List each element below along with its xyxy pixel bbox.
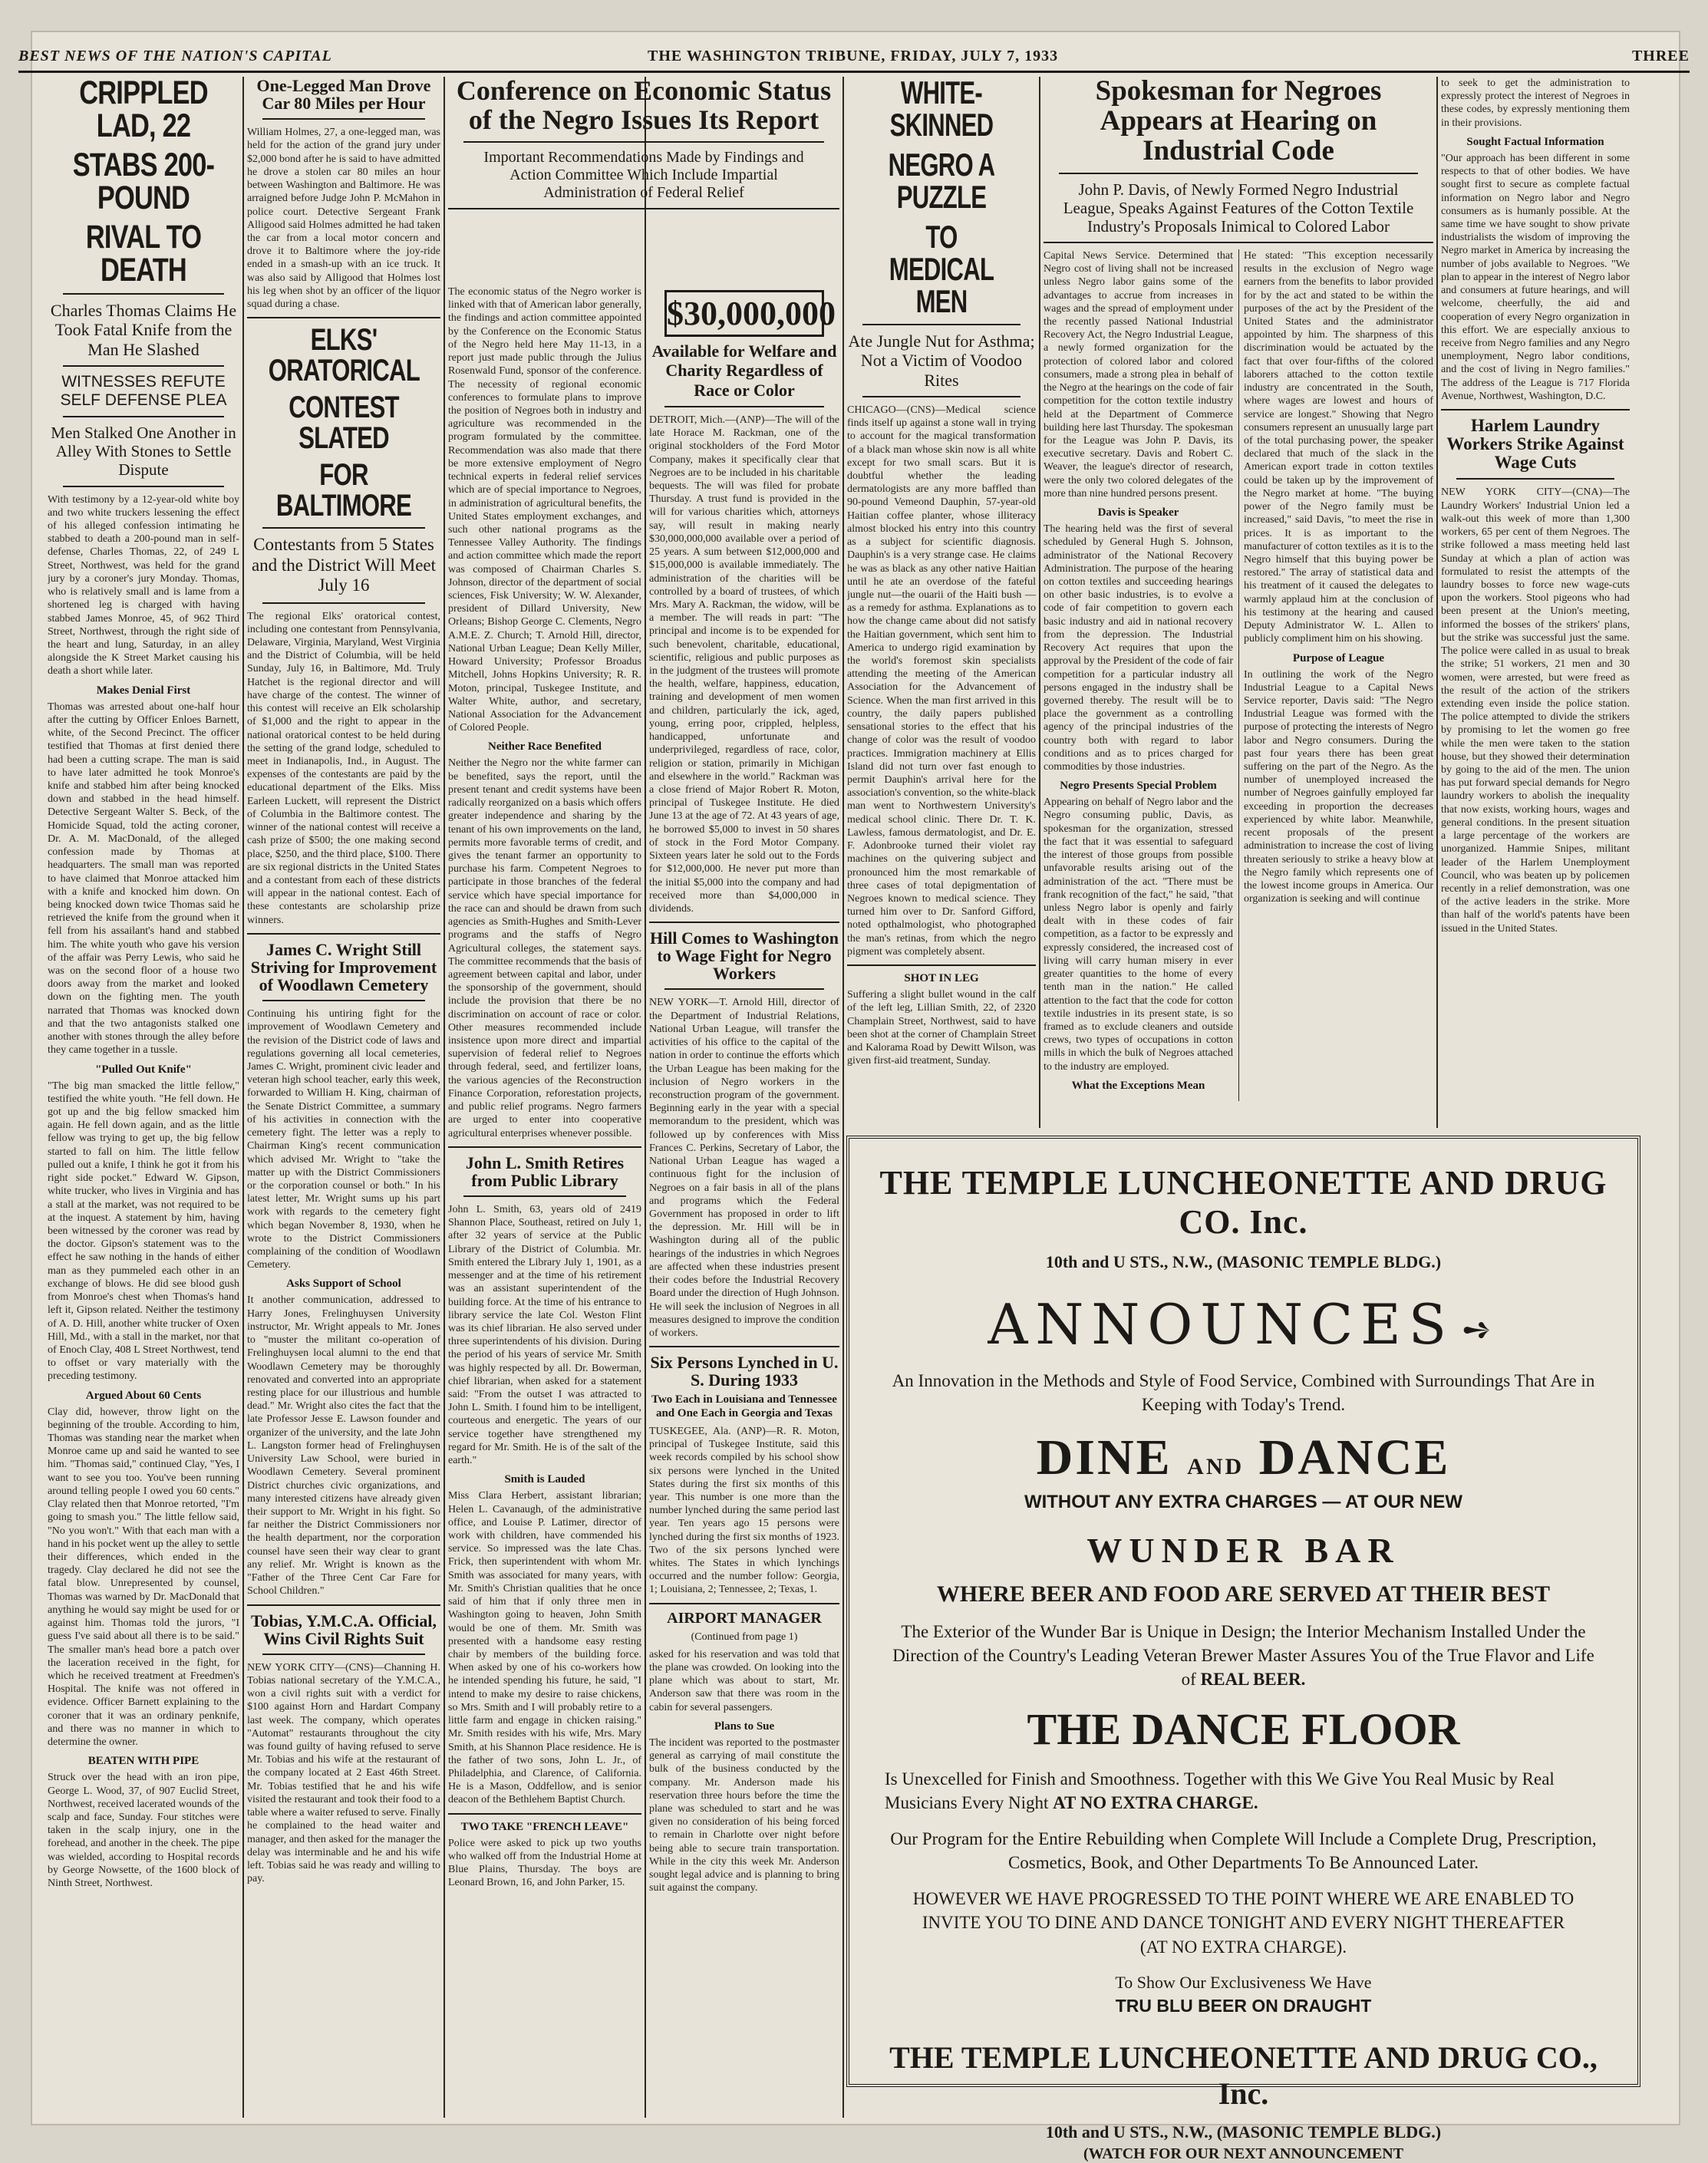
article-body: Clay did, however, throw light on the beginning of the trouble. According to him, Thomas was standing near the market when Monroe came up and said he wanted to see him. "Thomas said," continued Clay, "Yes, I want to see you too. You've been running around telling people I owed you 60 cents." Clay related then that Monroe retorted, "I'm going to smash you." The little fellow said, "No you won't." With that each man with a hand in his pocket went up the alley to settle their differences, which ended in the tragedy. Clay declared he did not see the fatal blow. Unrepresented by counsel, Thomas was warned by Dr. MacDonald that anything he would say might be used for or against him. Thomas told the jurors, "I guess I've said about all there is to be said." The smaller man's head bore a patch over the laceration received in the fight, for which he received treatment at Freedmen's Hospital. The knife was not offered in evidence. Officer Barnett explaining to the coroner that it was an ordinary penknife, and there was no manner in which to determine the owner. <box>48 1406 239 1749</box>
subhead: BEATEN WITH PIPE <box>87 1755 199 1768</box>
article-body: Police were asked to pick up two youths who walked off from the Industrial Home at Blue Plains, Thursday. The boys are Leonard Brown, 16, and John Parker, 15. <box>448 1837 641 1889</box>
article-body: Miss Clara Herbert, assistant librarian; Helen L. Cavanaugh, of the administrative office, and Louise P. Latimer, director of work with children, have commended his service. So impressed was the late Chas. Frick, then superintendent with whom Mr. Smith was associated for many years, with Mr. Smith's Christian qualities that he once said of him that if only three men in Washington going to heaven, John Smith would be one of them. Mr. Smith was presented with a handsome easy resting chair by members of the building force. When asked by one of his co-workers how he intended spending his future, he said, "I intend to make my desire to raise chickens, so Mrs. Smith and I will probably retire to a little farm and engage in chicken raising." Mr. Smith resides with his wife, Mrs. Mary Smith, at his Shannon Place residence. He is the father of two sons, John L. Jr., of Philadelphia, and Clarence, of California. He is a Mason, Oddfellow, and is senior deacon of the Bethlehem Baptist Church. <box>448 1490 641 1806</box>
article-body: Capital News Service. Determined that Negro cost of living shall not be increased unless Negro labor gains some of the advantages to accrue from increases in wages and the spread of employment under the recently passed National Industrial Recovery Act, the Negro Industrial League, a newly formed organization for the protection of colored labor and colored consumers, made a strong plea in behalf of the Negro at the hearings on the code of fair competition for the cotton textile industry held at the Department of Commerce building here last Thursday. The spokesman for the League was John P. Davis, its executive secretary. Davis and Robert C. Weaver, the league's director of research, were the only two colored delegates of the more than nine hundred persons present. <box>1044 249 1233 500</box>
article-body: NEW YORK—T. Arnold Hill, director of the Department of Industrial Relations, National Urban League, will transfer the activities of his office to the capital of the nation in order to continue the efforts which the Urban League has been making for the inclusion of Negro workers in the reconstruction program of the government. Beginning early in the year with a special memorandum to the president, which was followed up by conferences with Miss Frances C. Perkins, Secretary of Labor, the National Urban League has waged a continuous fight for the inclusion of Negroes on a fair basis in all of the plans and programs which the Federal Government has proposed in order to lift the depression. Mr. Hill will be in Washington during all of the public hearings of the industries in which Negroes are affected when these industries present their codes before the Industrial Recovery Board under the direction of Hugh Johnson. He will seek the inclusion of Negroes in all measures designed to improve the condition of workers. <box>649 997 839 1339</box>
ad-text: WHERE BEER AND FOOD ARE SERVED AT THEIR BEST <box>936 1581 1551 1607</box>
headline-line: RIVAL TO DEATH <box>85 219 202 289</box>
article-body: "Our approach has been different in some respects to that of other bodies. We have sought first to secure as complete factual information on Negro labor and Negro consumers as is humanly possible. At the same time we have sought to show private industrialists the wisdom of improving the Negro market in America by increasing the number of jobs available to Negroes. "We plan to appear in the interest of Negro labor and consumers at future hearings, and will welcome, cheerfully, the aid and cooperation of every Negro organization in this effort. We are especially anxious to receive from Negro families and any Negro unemployment, Negro labor conditions, and the cost of living in Negro families." The address of the League is 717 Florida Avenue, Northwest, Washington, D.C. <box>1441 152 1630 402</box>
subhead: What the Exceptions Mean <box>1071 1079 1205 1092</box>
headline: James C. Wright Still Striving for Improvement of Woodlawn Cemetery <box>250 939 437 994</box>
article-body: "The big man smacked the little fellow," testified the white youth. "He fell down. He got up and the big fellow smacked him again. He fell down again, and as the little fellow was trying to get up, the big fellow started to fall on him. The little fellow pulled out a knife, I think he got it from his right side pocket." Edward W. Gipson, white trucker, who lives in Virginia and has a stall at the market, was not required to be at the inquest. A statement by him, having been witnessed by the coroner was read by the doctor. Gipson's statement was to the effect he saw nothing in the hands of either man as they pummeled each other in an exchange of blows. He did see blood gush from Monroe's chest when Thomas's hand left it, Gipson related. Neither the testimony of A. D. Hill, another white trucker of Oxen Hill, Md., with a stall in the market, nor that of Enoch Clay, 408 L Street Northwest, tend to offset or vary materially with the preceding testimony. <box>48 1080 239 1383</box>
headline: One-Legged Man Drove Car 80 Miles per Hour <box>256 77 431 114</box>
subhead: Negro Presents Special Problem <box>1060 780 1217 793</box>
article-body: NEW YORK CITY—(CNA)—The Laundry Workers' Industrial Union led a walk-out this week of more than 1,300 workers, 65 per cent of them Negroes. The strike followed a mass meeting held last Sunday at which a plan of action was formulated to resist the attempts of the laundry bosses to force new wage-cuts upon the workers. Stool pigeons who had been present at the Union's meeting, informed the bosses of the strikers' plans, but the strike was successful just the same. The police were called in as usual to break the strike; 51 workers, 21 men and 30 women, were arrested, but were freed as the result of the action of the strikers extending even inside the police station. The police attempted to divide the strikers by promising to let the women go free while the men were taken to the station house, but they showed their determination by going to the aid of the men. The union has put forward special demands for Negro laundry workers to abolish the inequality that now exists, working hours, wages and general conditions. In the present situation a large percentage of the workers are unorganized. Hammie Snipes, militant leader of the Harlem Unemployment Council, who was beaten up by policemen recently in a relief demonstration, was one of the active leaders in the strike. More than half of the world's patents have been issued in the United States. <box>1441 486 1630 935</box>
running-head-date: THE WASHINGTON TRIBUNE, FRIDAY, JULY 7, 1933 <box>648 48 1059 64</box>
column-rule <box>242 77 244 2118</box>
column-rule <box>1436 77 1438 1128</box>
column-rule <box>645 77 646 2118</box>
article-body: TUSKEGEE, Ala. (ANP)—R. R. Moton, principal of Tuskegee Institute, said this week records compiled by his school show six persons were lynched in the United States during the first six months of this year. This number is one more than the number lynched during the same period last year. Ten years ago 15 persons were lynched during the first six months of 1923. Two of the six persons lynched were whites. The States in which lynchings occurred and the number follow: Georgia, 1; Louisiana, 2; Tennessee, 2; Texas, 1. <box>649 1425 839 1596</box>
article-body: to seek to get the administration to expressly protect the interest of Negroes in these codes, by expressly mentioning them in their provisions. <box>1441 77 1630 129</box>
subhead: SHOT IN LEG <box>904 972 979 985</box>
headline-line: TO MEDICAL MEN <box>889 219 994 319</box>
ad-text: WITHOUT ANY EXTRA CHARGES — AT OUR NEW <box>1024 1492 1463 1513</box>
headline-line: STABS 200-POUND <box>72 147 215 216</box>
subhead: Neither Race Benefited <box>487 740 602 753</box>
masthead-rule <box>18 71 1690 73</box>
headline: Six Persons Lynched in U. S. During 1933 <box>650 1353 839 1390</box>
ad-dine-and-dance: DINE AND DANCE <box>1036 1429 1451 1486</box>
headline-line: WHITE-SKINNED <box>889 77 994 143</box>
subhead: Purpose of League <box>1292 651 1385 664</box>
ad-address: 10th and U STS., N.W., (MASONIC TEMPLE BLDG.) <box>1045 2122 1442 2142</box>
deck: WITNESSES REFUTE SELF DEFENSE PLEA <box>60 372 227 410</box>
ad-company: THE TEMPLE LUNCHEONETTE AND DRUG CO., Inc. <box>889 2039 1598 2111</box>
article-body: The hearing held was the first of several scheduled by General Hugh S. Johnson, administrator of the National Recovery Administration. The purpose of the hearing on cotton textiles and succeeding hearings on other basic industries, is to evolve a code of fair competition to govern each basic industry and aid in national recovery from the depression. The Industrial Recovery Act requires that upon the approval by the President of the code of fair competition for a particular industry all persons engaged in the industry shall be governed thereby. The result will be to place the government as a controlling agency of the principal industries of the country both with regard to labor conditions and as to prices charged for commodities by those industries. <box>1044 523 1233 773</box>
column-2 <box>247 77 440 2102</box>
article-body: It another communication, addressed to Harry Jones, Frelinghuysen University instructor, Mr. Wright appeals to Mr. Jones to "muster the militant co-operation of Frelinghuysen local alumni to the end that Woodlawn Cemetery may be thoroughly renovated and converted into an appropriate resting place for our illustrious and humble dead." Mr. Wright also cites the fact that the late Professor Jesse E. Lawson founder and organizer of the university, and the late John L. Langston former head of Frelinghuysen University Law School, were buried in Woodlawn Cemetery. Several prominent District churches civic organizations, and many interested citizens have already given their support to Mr. Wright in his fight. So far neither the District Commissioners nor the health department, nor the corporation counsel have seen their way clear to grant any relief. Mr. Wright is known as the "Father of the Three Cent Car Fare for School Children." <box>247 1294 440 1598</box>
article-columns <box>1044 249 1433 1101</box>
column-rule <box>842 77 844 2118</box>
article-body: The regional Elks' oratorical contest, including one contestant from Pennsylvania, Delaware, Virginia, Maryland, West Virginia and the District of Columbia, will be held Sunday, July 16, in Baltimore, Md. Truly Hatchet is the regional director and will have charge of the contest. The winner of this contest will receive an Elk scholarship of $1,000 and the right to appear in the national oratorical contest to be held during the setting of the grand lodge, scheduled to meet in Indianapolis, Ind., in August. The expenses of the contestants are paid by the educational department of the Elks. Miss Earleen Luckett, will represent the District of Columbia in the Baltimore contest. The winner of the national contest will receive a cash prize of $500; the one making second place, $250, and the third place, $100. There are six regional districts in the United States and a contestant from each of these districts will appear in the national contest. Each of these contestants are scholarship prize winners. <box>247 610 440 926</box>
article-body: Neither the Negro nor the white farmer can be benefited, says the report, until the present tenant and credit systems have been radically reorganized on a basis which offers greater independence and sharing by the tenant of his own improvements on the land, permits more favorable terms of credit, and gives the tenant farmer an opportunity to purchase his farm. Competent Negroes to participate in those branches of the federal service which have special importance for the race can and should be drawn from such agencies as Smith-Hughes and Smith-Lever programs and the staffs of Negro Agricultural colleges, the statement says. The committee recommends that the basis of agreement between capital and labor, under the sponsorship of the government, should include the provision that there be no discrimination on account of race or color. Other measures recommended include insistence upon more direct and impartial supervision of federal relief to Negroes through federal, seed, and fertilizer loans, the various agencies of the Reconstruction Finance Corporation, reforestation projects, and public relief programs. Negro farmers are urged to enter into cooperative agricultural enterprises whenever possible. <box>448 757 641 1139</box>
article-body: John L. Smith, 63, years old of 2419 Shannon Place, Southeast, retired on July 1, after 32 years of service at the Public Library of the District of Columbia. Mr. Smith entered the Library July 1, 1901, as a messenger and at the time of his retirement was an assistant superintendent of the building force. At the time of his entrance to library service the late Col. Weston Flint was its chief librarian. He also served under three superintendents of his division. During the period of his years of service Mr. Smith was highly respected by all. Dr. Bowerman, chief librarian, when asked for a statement said: "From the outset I was attracted to John L. Smith. I found him to be intelligent, courteous and energetic. The years of our service together have strengthened my regard for Mr. Smith. He is of the salt of the earth." <box>448 1203 641 1467</box>
page-number: THREE <box>1631 48 1690 64</box>
subhead: Sought Factual Information <box>1466 135 1604 148</box>
ad-address: 10th and U STS., N.W., (MASONIC TEMPLE BLDG.) <box>1045 1252 1442 1271</box>
column-3 <box>448 285 641 2102</box>
ad-text: Our Program for the Entire Rebuilding when Complete Will Include a Complete Drug, Prescription, Cosmetics, Book, and Other Departments To Be Announced Later. <box>890 1829 1597 1873</box>
article-body: NEW YORK CITY—(CNS)—Channing H. Tobias national secretary of the Y.M.C.A., won a civil rights suit with a verdict for $100 against Horn and Hardart Company last week. The company, which operates "Automat" restaurants throughout the city was found guilty of having refused to serve Mr. Tobias and his wife at the restaurant of the company located at 2 East 46th Street. Mr. Tobias testified that he and his wife visited the restaurant and took their food to a table where a waiter refused to serve. Finally he complained to the head waiter and manager, and then asked for the manager the delay was interminable and he and his wife left. Tobias said he was ready and willing to pay. <box>247 1661 440 1885</box>
column-rule <box>443 77 445 2118</box>
ad-company: THE TEMPLE LUNCHEONETTE AND DRUG CO. Inc. <box>879 1164 1607 1241</box>
article-white-skinned-negro <box>847 77 1036 1128</box>
subhead: Asks Support of School <box>286 1278 401 1291</box>
headline: Tobias, Y.M.C.A. Official, Wins Civil Rights Suit <box>250 1611 437 1648</box>
headline-line: CONTEST SLATED <box>289 391 399 456</box>
ad-text: HOWEVER WE HAVE PROGRESSED TO THE POINT WHERE WE ARE ENABLED TO INVITE YOU TO DINE AND DANCE TONIGHT AND EVERY NIGHT THEREAFTER (AT NO EXTRA CHARGE). <box>912 1889 1574 1957</box>
running-head <box>18 48 1690 71</box>
deck: Available for Welfare and Charity Regardless of Race or Color <box>651 341 837 400</box>
headline: John L. Smith Retires from Public Library <box>465 1152 625 1190</box>
article-body: William Holmes, 27, a one-legged man, was held for the action of the grand jury under $2,000 bond after he is said to have admitted he drove a stolen car 80 miles an hour between Washington and Baltimore. He was arraigned before Judge John P. McMahon in police court. Detective Sergeant Frank Alligood said Holmes admitted he had taken the car from a local motor concern and drove it to Baltimore where the joy-ride ended in a smash-up with an ice truck. It was also said by Alligood that Holmes lost his leg when shot by an officer of the liquor squad during a chase. <box>247 127 440 311</box>
deck: Important Recommendations Made by Findings and Action Committee Which Include Impartial Administration of Federal Relief <box>483 148 804 201</box>
subhead: Plans to Sue <box>714 1720 775 1733</box>
subhead: Makes Denial First <box>96 684 191 697</box>
subhead: Argued About 60 Cents <box>85 1389 202 1402</box>
subhead: Davis is Speaker <box>1097 506 1179 519</box>
column-4 <box>649 285 839 2102</box>
headline-line: ELKS' ORATORICAL <box>268 323 420 388</box>
ad-text: Is Unexcelled for Finish and Smoothness. Together with this We Give You Real Music by Real Musicians Every Night AT NO EXTRA CHARGE. <box>885 1769 1555 1813</box>
deck: (Continued from page 1) <box>691 1630 798 1643</box>
column-7 <box>1441 77 1630 1128</box>
headline: Conference on Economic Status of the Negro Issues Its Report <box>456 77 832 135</box>
article-body: He stated: "This exception necessarily results in the exclusion of Negro wage earners from the benefits to labor provided for by the act and stated to be within the purposes of the act by the President of the United States and the administrator appointed by him. The sharpness of this discrimination would be actuated by the fact that over four-fifths of the colored laborers attached to the cotton textile industry are concentrated in the South, where wages are lowest and hours of service are longest." Showing that Negro consumers represent an unusually large part of the total purchasing power, the speaker declared that much of the slack in the American export trade in cotton textiles could be taken up by the improvement of the Negro market at home. "The buying power of the Negro family must be increased," said Davis, "to meet the rise in prices. It is as important to the manufacturer of cotton textiles as it is to the Negro himself that this buying power be restored." The array of statistical data and his treatment of it caused the delegates to warmly applaud him at the conclusion of his testimony at the hearing and caused Deputy Administrator W. L. Allen to publicly compliment him on his showing. <box>1244 249 1433 645</box>
deck: Men Stalked One Another in Alley With Stones to Settle Dispute <box>51 424 236 480</box>
subhead: TWO TAKE "FRENCH LEAVE" <box>460 1820 629 1833</box>
headline-line: FOR BALTIMORE <box>275 458 412 523</box>
headline: AIRPORT MANAGER <box>667 1609 822 1627</box>
swash-arrow-icon: ➺ <box>1462 1308 1499 1350</box>
deck: Two Each in Louisiana and Tennessee and One Each in Georgia and Texas <box>651 1393 837 1419</box>
ad-text: TRU BLU BEER ON DRAUGHT <box>1115 1995 1372 2016</box>
headline: Spokesman for Negroes Appears at Hearing on Industrial Code <box>1095 77 1382 167</box>
headline: Hill Comes to Washington to Wage Fight for Negro Workers <box>650 928 839 984</box>
ad-dance-floor: THE DANCE FLOOR <box>1027 1704 1460 1755</box>
article-spokesman <box>1044 77 1433 1128</box>
article-body: With testimony by a 12-year-old white boy and two white truckers lessening the effect of his alleged confession intimating he stabbed to death a 200-pound man in self-defense, Charles Thomas, 22, of 249 L Street, Northwest, was held for the grand jury by a coroner's jury Monday. Thomas, who is relatively small and is lame from a shortened leg is charged with having stabbed James Monroe, 45, of 962 Third Street, Northwest, through the right side of the heart and lung, Saturday, in an alley alongside the K Street Market causing his death a short while later. <box>48 493 239 678</box>
ad-text: An Innovation in the Methods and Style of Food Service, Combined with Surroundings That Are in Keeping with Today's Trend. <box>892 1371 1595 1415</box>
deck: Contestants from 5 States and the District Will Meet July 16 <box>251 535 437 595</box>
deck: John P. Davis, of Newly Formed Negro Industrial League, Speaks Against Features of the Cotton Textile Industry's Proposals Inimical to Colored Labor <box>1063 180 1414 236</box>
deck: Ate Jungle Nut for Asthma; Not a Victim of Voodoo Rites <box>848 331 1035 390</box>
ad-text: (WATCH FOR OUR NEXT ANNOUNCEMENT <box>1083 2145 1404 2162</box>
article-body: Thomas was arrested about one-half hour after the cutting by Officer Enloes Barnett, white, of the Second Precinct. The officer testified that Thomas at first denied there had been a cutting scrape. The man is said to have later admitted he took Monroe's knife and stabbed him after being knocked down and stabbed in the head himself. Detective Sergeant Walter S. Beck, of the Homicide Squad, told the acting coroner, Dr. A. M. MacDonald, of the alleged confession made by Thomas at headquarters. The small man was reported to have claimed that Monroe attacked him with a knife and knocked him down. On being knocked down twice Thomas said he retrieved the knife from the ground when it fell from his assailant's hand and stabbed him. The white youth who gave his version of the affair was Perry Lewis, who said he was on the second floor of a house two doors away from the market and looked down on the fighting men. The youth narrated that Thomas was knocked down and that the two antagonists stalked one another with stones through the alley before they came together in a tussle. <box>48 701 239 1057</box>
article-body: Struck over the head with an iron pipe, George L. Wood, 37, of 907 Euclid Street, Northwest, received lacerated wounds of the scalp and face, Sunday. Four stitches were taken in the scalp injury, one in the forehead, and another in the cheek. The pipe was wielded, according to Hospital records by George Nowsette, of the 1600 block of Ninth Street, Northwest. <box>48 1772 239 1890</box>
ad-text: To Show Our Exclusiveness We Have <box>1115 1972 1372 1992</box>
headline-line: NEGRO A PUZZLE <box>888 147 995 215</box>
article-body: DETROIT, Mich.—(ANP)—The will of the late Horace M. Rackman, one of the original stockholders of the Ford Motor Company, makes it specifically clear that Negroes are to be included in his charitable bequests. The will was filed for probate Thursday. A trust fund is provided in the will for various charities which, attorneys say, will result in making nearly $30,000,000,000 available over a period of 25 years. A sum between $12,000,000 and $15,000,000 is available immediately. The administration of the charities will be controlled by a board of trustees, of which Mrs. Mary A. Rackman, the widow, will be a member. The will reads in part: "The principal and income is to be expended for such benevolent, charitable, educational, scientific, religious and public purposes as in the judgment of the trustees will promote the health, welfare, happiness, education, training and development of men women and children, particularly the ick, aged, young, erring poor, crippled, helpless, handicapped, unfortunate and underprivileged, regardless of race, color, religion or station, primarily in Michigan and elsewhere in the world." Rackman was a close friend of Major Robert R. Moton, principal of Tuskegee Institute. He died June 13 at the age of 72. At 43 years of age, he borrowed $5,000 to invest in 50 shares of stock in the Ford Motor Company. Sixteen years later he sold out to the Fords for $12,000,000. He never put more than the initial $5,000 into the company and had received more than $4,000,000 in dividends. <box>649 414 839 915</box>
subhead: Smith is Lauded <box>504 1473 585 1486</box>
conference-headline-block <box>448 77 839 307</box>
article-body: Continuing his untiring fight for the improvement of Woodlawn Cemetery and the revision of the District code of laws and regulations governing all local cemeteries, James C. Wright, prominent civic leader and veteran high school teacher, early this week, forwarded to William H. King, chairman of the Senate District Committee, a summary of his activities in connection with the cemetery fight. The letter was a reply to Chairman King's recent communication which advised Mr. Wright to "take the matter up with the District Commissioners or the corporation counsel or both." In his latest letter, Mr. Wright sums up his part work with regards to the cemetery fight which began November 8, 1930, when he wrote to the District Commissioners complaining of the condition of Woodlawn Cemetery. <box>247 1008 440 1271</box>
article-body: The economic status of the Negro worker is linked with that of American labor generally, the findings and action committee appointed by the Conference on the Economic Status of the Negro held here May 11-13, in a report just made public through the Julius Rosenwald Fund, sponsor of the conference. The necessity of regional economic conferences to formulate plans to improve the position of Negroes both in industry and agriculture was recommended in the program formulated by the committee. Recommendation was also made that there be more extensive employment of Negro technical experts in federal relief services which are of special importance to Negroes, in administration of agricultural benefits, the United States employment exchanges, and such other national programs as the Tennessee Valley Authority. The findings and action committee which made the report was composed of Chairman Charles S. Johnson, director of the department of social sciences, Fisk University; W. W. Alexander, president of Dillard University, New Orleans; Bishop George C. Clements, Negro A.M.E. Z. Church; T. Arnold Hill, director, National Urban League; Dean Kelly Miller, Howard University; Professor Broadus Mitchell, Johns Hopkins University; R. R. Moton, principal, Tuskegee Institute, and Walter White, author, and secretary, National Association for the Advancement of Colored People. <box>448 286 641 734</box>
headline-amount: $30,000,000 <box>664 290 824 337</box>
article-body: asked for his reservation and was told that the plane was crowded. On looking into the plane which was about to start, Mr. Anderson saw that there was room in the cabin for several passengers. <box>649 1648 839 1713</box>
ad-announces: ANNOUNCES ➺ <box>988 1292 1499 1357</box>
temple-luncheonette-ad <box>846 1136 1640 2162</box>
ad-wunder-bar: WUNDER BAR <box>1086 1531 1400 1571</box>
article-body: In outlining the work of the Negro Industrial League to a Capital News Service reporter, Davis said: "The Negro Industrial League was formed with the purpose of protecting the interests of Negro labor and Negro consumers. During the past four years there has been great suffering on the part of the Negro. As the number of unemployed increased the number of Negroes gainfully employed far exceeding in proportion the decreases experienced by white labor. Meanwhile, recent proposals of the present administration to increase the cost of living threaten seriously to strike a heavy blow at the Negro family which represents one of the lowest income groups in America. Our organization is seeking and will continue <box>1244 668 1433 905</box>
ad-text: The Exterior of the Wunder Bar is Unique in Design; the Interior Mechanism Installed Under the Direction of the Country's Leading Veteran Brewer Master Assures You of the True Flavor and Life of REAL BEER. <box>892 1622 1594 1690</box>
article-body: Suffering a slight bullet wound in the calf of the left leg, Lillian Smith, 22, of 2320 Champlain Street, Northwest, said to have been shot at the corner of Champlain Street and Kalorama Road by Dewitt Wilson, was given first-aid treatment, Sunday. <box>847 989 1036 1067</box>
headline: Harlem Laundry Workers Strike Against Wage Cuts <box>1446 416 1624 473</box>
article-body: Appearing on behalf of Negro labor and the Negro consuming public, Davis, as spokesman for the organization, stressed the fact that it was essential to safeguard the interest of those groups from possible unfavorable results arising out of the administration of the act. "There must be frank recognition of the fact," he said, "that unless Negro labor is openly and fairly dealt with in these codes of fair competition, as a factor to be expressly and expressly considered, the increased cost of living will carry human misery in ever greater quantities to the home of every tenth man in the nation." He called attention to the fact that the code for cotton textile industries in its present state, is so framed as to exclude cleaners and outside crews, two types of occupations in cotton mills in which the bulk of Negroes attached to the industry are employed. <box>1044 796 1233 1073</box>
article-body: CHICAGO—(CNS)—Medical science finds itself up against a stone wall in trying to account for the magical transformation of a black man whose skin now is all white except for two small scars. But it is doubtful whether the leading dermatologists are any more baffled than 90-pound Vemeond Dauphin, 57-year-old Haitian coffee planter, whose illiteracy almost blocked his entry into this country as a subject for scientific diagnosis. Dauphin's is a very strange case. He claims he was as black as any other native Haitian until he ate an overdose of the fateful jungle nut—the ouarii of the Haiti bush —as a remedy for asthma. Explanations as to how the change came about did not satisfy the Haitian government, which sent him to America to undergo rigid examination by the world's foremost skin specialists attending the meeting of the American Association for the Advancement of Science. When the man first arrived in this country, the daily papers published sensational stories to the effect that his change of color was the result of voodoo practices. Immigration machinery at Ellis Island did not turn over fast enough to permit Dauphin's arrival here for the association's convention, so the white-black man went to Northwestern University's medical school clinic. There Dr. T. K. Lawless, famous dermatologist, and Dr. E. F. Adonbrooke turned their violet ray machines on the quivering subject and pronounced him the most remarkable of three cases of total depigmentation of Negroes known to medical science. They turned him over to Dr. Sanford Gifford, noted opthalmologist, who photographed the man's retinas, from which the negro pigment was completely absent. <box>847 404 1036 958</box>
article-body: The incident was reported to the postmaster general as carrying of mail constitute the bulk of the business conducted by the company. Mr. Anderson made his reservation three hours before the time the plane was scheduled to start and he was given no consideration of his being forced to remain in Charlotte over night before being able to secure train transportation. While in the city this week Mr. Anderson sought legal advice and is planning to bring suit against the company. <box>649 1736 839 1894</box>
article-crippled-lad <box>48 77 239 2102</box>
deck: Charles Thomas Claims He Took Fatal Knife from the Man He Slashed <box>50 301 237 359</box>
running-head-left: BEST NEWS OF THE NATION'S CAPITAL <box>18 48 332 64</box>
headline-line: CRIPPLED LAD, 22 <box>79 77 208 144</box>
column-rule <box>1039 77 1040 1128</box>
subhead: "Pulled Out Knife" <box>95 1063 192 1076</box>
